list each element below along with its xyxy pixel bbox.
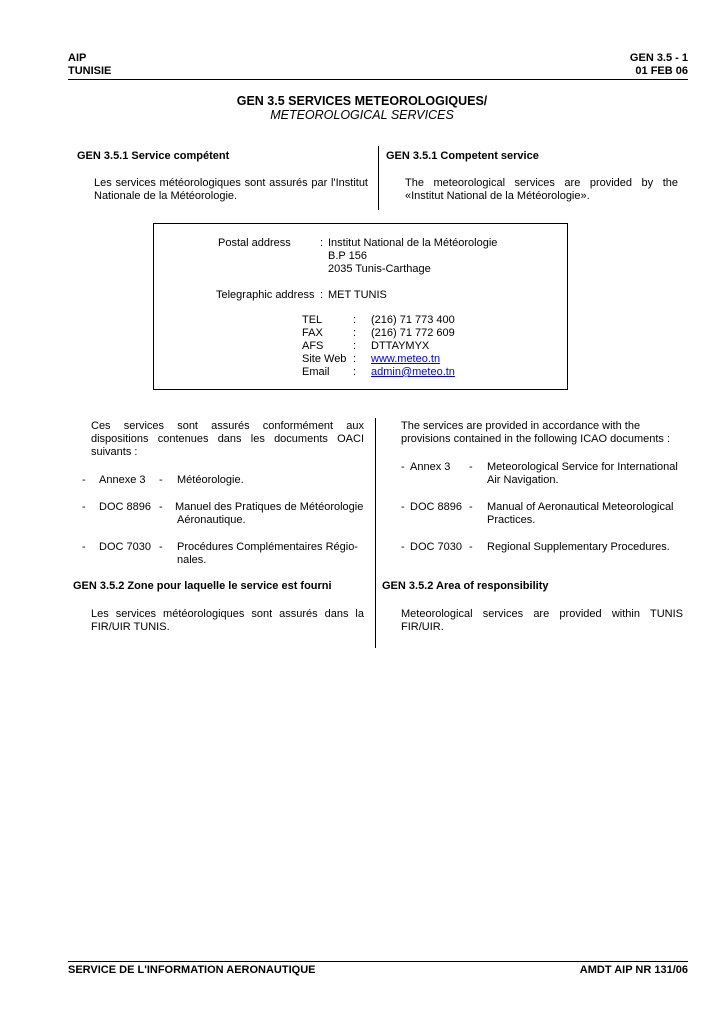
- fr-item1-ref: Annexe 3: [99, 474, 146, 486]
- en-item1-ref: Annex 3: [410, 461, 451, 473]
- section2-fr-text: Les services météorologiques sont assurés dans la FIR/UIR TUNIS.: [91, 608, 364, 633]
- fr-item1-desc: Météorologie.: [177, 474, 244, 486]
- email-link[interactable]: admin@meteo.tn: [371, 366, 455, 378]
- telegraphic-address-label: Telegraphic address: [216, 289, 315, 301]
- section1-fr-heading: GEN 3.5.1 Service compétent: [77, 150, 230, 162]
- email-label: Email: [302, 366, 330, 378]
- fr-item3-ref: DOC 7030: [99, 541, 151, 553]
- en-item3-sep: -: [469, 541, 473, 553]
- fr-item2-desc: Manuel des Pratiques de Météorologie Aéronautique.: [175, 501, 364, 526]
- header-rule: [68, 79, 688, 80]
- fax-sep: :: [353, 327, 357, 339]
- tel-value: (216) 71 773 400: [371, 314, 455, 326]
- documents-fr-intro: Ces services sont assurés conformément aux dispositions contenues dans les documents OACI suivants :: [91, 420, 364, 458]
- section2-fr-heading: GEN 3.5.2 Zone pour laquelle le service est fourni: [73, 580, 332, 592]
- en-item1-desc: Meteorological Service for International Air Navigation.: [487, 461, 678, 486]
- header-left: [68, 52, 111, 78]
- fr-item2-ref: DOC 8896: [99, 501, 151, 513]
- en-item2-ref: DOC 8896: [410, 501, 462, 513]
- fax-label: FAX: [302, 327, 323, 339]
- header-aip: AIP: [68, 52, 87, 64]
- postal-address-label: Postal address: [218, 237, 291, 249]
- en-item3-desc: Regional Supplementary Procedures.: [487, 541, 670, 553]
- header-date: 01 FEB 06: [635, 65, 688, 77]
- section1-en-text: The meteorological services are provided by the «Institut National de la Météorologie».: [405, 177, 678, 202]
- en-item2-dash: -: [401, 501, 405, 513]
- tel-label: TEL: [302, 314, 323, 326]
- telegraphic-address-value: MET TUNIS: [328, 289, 387, 301]
- email-sep: :: [353, 366, 357, 378]
- fax-value: (216) 71 772 609: [371, 327, 455, 339]
- page-title: GEN 3.5 SERVICES METEOROLOGIQUES/: [236, 94, 488, 108]
- section1-fr-text: Les services météorologiques sont assurés par l'Institut Nationale de la Météorologie.: [94, 177, 368, 202]
- en-item1-sep: -: [469, 461, 473, 473]
- fr-item1-dash: -: [82, 474, 86, 486]
- tel-sep: :: [353, 314, 357, 326]
- afs-label: AFS: [302, 340, 324, 352]
- en-item3-dash: -: [401, 541, 405, 553]
- postal-address-sep: :: [320, 237, 324, 249]
- site-web-link[interactable]: www.meteo.tn: [371, 353, 441, 365]
- contact-box: [153, 223, 568, 390]
- footer-rule: [68, 961, 688, 962]
- postal-address-line1: Institut National de la Météorologie: [328, 237, 498, 249]
- column-divider-1: [378, 146, 379, 210]
- header-page-number: GEN 3.5 - 1: [629, 52, 688, 64]
- section2-en-heading: GEN 3.5.2 Area of responsibility: [382, 580, 549, 592]
- en-item3-ref: DOC 7030: [410, 541, 462, 553]
- documents-en-intro: The services are provided in accordance with the provisions contained in the following ICAO documents :: [401, 420, 671, 445]
- fr-item2-dash: -: [82, 501, 86, 513]
- afs-value: DTTAYMYX: [371, 340, 430, 352]
- section2-en-text: Meteorological services are provided within TUNIS FIR/UIR.: [401, 608, 683, 633]
- footer-left: SERVICE DE L'INFORMATION AERONAUTIQUE: [68, 964, 316, 976]
- site-web-sep: :: [353, 353, 357, 365]
- telegraphic-address-sep: :: [320, 289, 324, 301]
- section1-en-heading: GEN 3.5.1 Competent service: [386, 150, 539, 162]
- column-divider-2: [375, 418, 376, 648]
- footer-amendment: AMDT AIP NR 131/06: [579, 964, 688, 976]
- fr-item3-desc: Procédures Complémentaires Régio-nales.: [177, 541, 358, 566]
- en-item2-sep: -: [469, 501, 473, 513]
- header-country: TUNISIE: [68, 65, 112, 77]
- fr-item2-sep: -: [159, 501, 163, 513]
- en-item1-dash: -: [401, 461, 405, 473]
- afs-sep: :: [353, 340, 357, 352]
- postal-address-line2: B.P 156: [328, 250, 367, 262]
- page-subtitle: METEOROLOGICAL SERVICES: [270, 108, 454, 122]
- fr-item3-sep: -: [159, 541, 163, 553]
- postal-address-line3: 2035 Tunis-Carthage: [328, 263, 431, 275]
- site-web-label: Site Web: [302, 353, 347, 365]
- en-item2-desc: Manual of Aeronautical Meteorological Practices.: [487, 501, 674, 526]
- header-right: [630, 52, 688, 78]
- fr-item3-dash: -: [82, 541, 86, 553]
- fr-item1-sep: -: [159, 474, 163, 486]
